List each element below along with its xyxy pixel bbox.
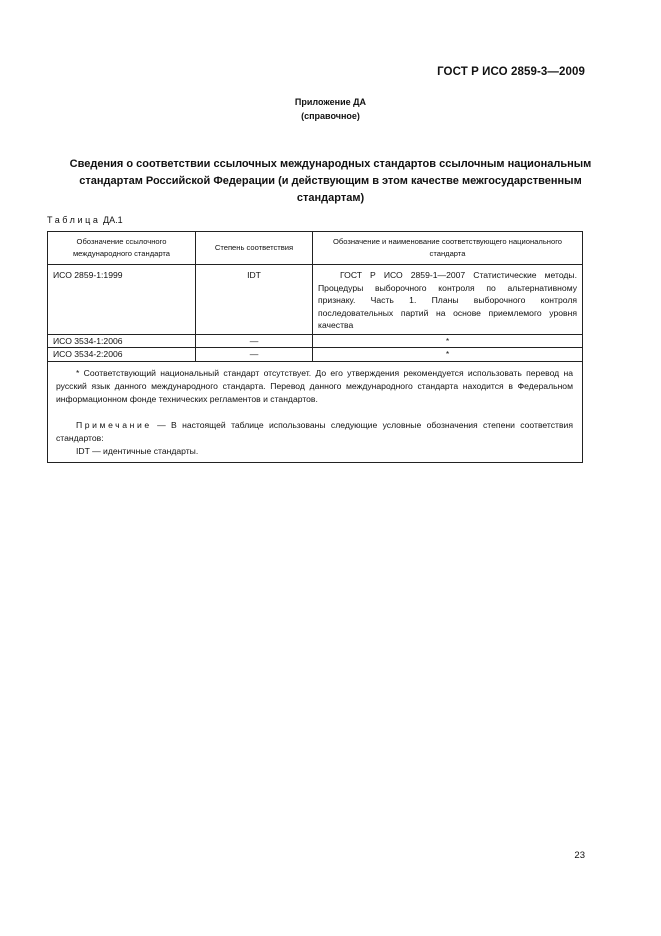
page-number: 23 <box>574 850 585 861</box>
table-row <box>48 348 583 362</box>
table-footnote-row <box>48 361 583 462</box>
table-label <box>47 215 123 225</box>
table-footnote-cell <box>48 361 583 462</box>
cell-national: ГОСТ Р ИСО 2859-1—2007 Статистические методы. Процедуры выборочного контроля по альтернативному признаку. Часть 1. Планы выборочного контроля последовательных партий на основе приемлемого уровня качества <box>313 265 583 335</box>
cell-degree: IDT <box>196 265 313 335</box>
appendix-title: Приложение ДА <box>294 97 367 107</box>
document-header: ГОСТ Р ИСО 2859-3—2009 <box>437 66 585 78</box>
cell-degree: — <box>196 348 313 362</box>
note-idt: IDT — идентичные стандарты. <box>76 445 199 456</box>
column-header-degree: Степень соответствия <box>196 232 313 265</box>
cell-reference: ИСО 2859-1:1999 <box>48 265 196 335</box>
table-row <box>48 265 583 335</box>
table-label-number: ДА.1 <box>103 215 123 225</box>
table-header-row <box>48 232 583 265</box>
note-text: — В настоящей таблице использованы следующие условные обозначения степени соответствия стандартов: <box>56 419 573 443</box>
column-header-national: Обозначение и наименование соответствующего национального стандарта <box>313 232 583 265</box>
appendix-heading <box>0 95 661 123</box>
table-label-word: Таблица <box>47 215 101 225</box>
appendix-type: (справочное) <box>301 111 360 121</box>
table-row <box>48 334 583 348</box>
column-header-reference: Обозначение ссылочного международного стандарта <box>48 232 196 265</box>
cell-reference: ИСО 3534-2:2006 <box>48 348 196 362</box>
note-label: Примечание <box>76 419 152 430</box>
cell-national: * <box>313 334 583 348</box>
cell-degree: — <box>196 334 313 348</box>
note-paragraph <box>56 419 573 445</box>
cell-reference: ИСО 3534-1:2006 <box>48 334 196 348</box>
cell-national: * <box>313 348 583 362</box>
page-title: Сведения о соответствии ссылочных международных стандартов ссылочным национальным стандартам Российской Федерации (и действующим в этом качестве межгосударственным стандартам) <box>69 158 592 204</box>
standards-table <box>47 231 583 463</box>
footnote-text: * Соответствующий национальный стандарт отсутствует. До его утверждения рекомендуется использовать перевод на русский язык данного международного стандарта. Перевод данного международного стандарта находится в Федеральном информационном фонде технических регламентов и стандартов. <box>56 367 573 404</box>
